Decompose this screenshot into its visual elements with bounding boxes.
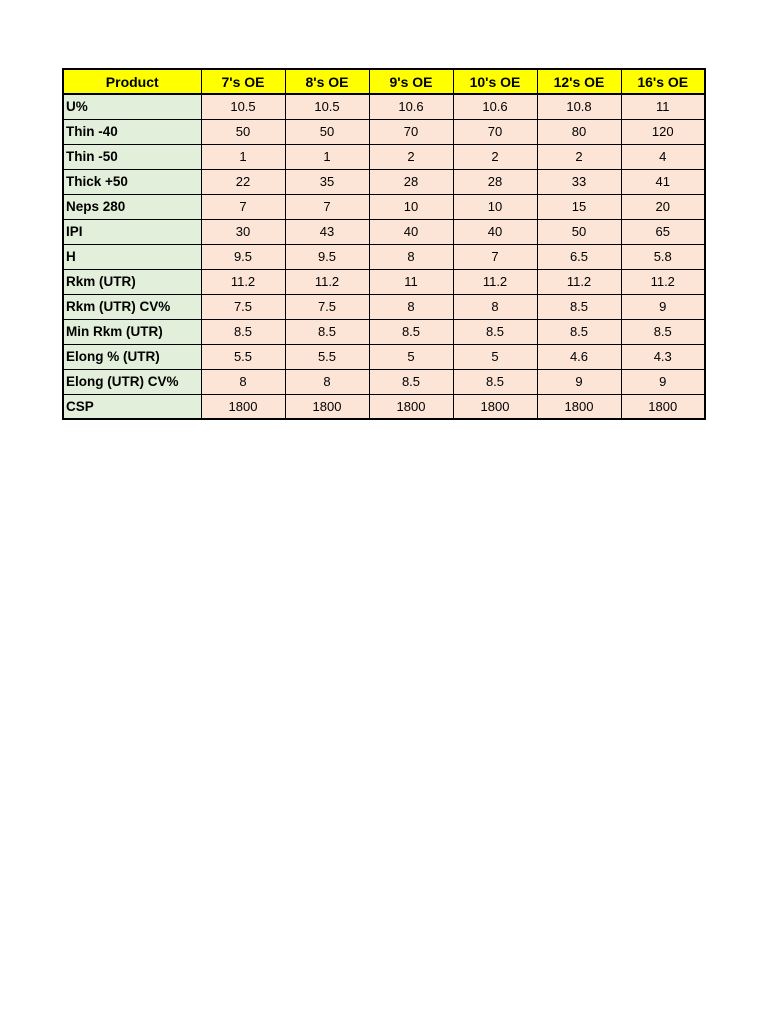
row-label: Thick +50 [63,169,201,194]
table-cell: 9 [621,294,705,319]
table-cell: 8.5 [369,369,453,394]
table-cell: 28 [453,169,537,194]
table-cell: 8 [453,294,537,319]
table-cell: 1800 [453,394,537,419]
table-cell: 9.5 [285,244,369,269]
table-cell: 8.5 [453,369,537,394]
table-cell: 20 [621,194,705,219]
table-cell: 4.3 [621,344,705,369]
row-label: Rkm (UTR) [63,269,201,294]
table-cell: 1800 [621,394,705,419]
table-cell: 7 [285,194,369,219]
table-cell: 10 [453,194,537,219]
table-row [63,369,705,394]
row-label: U% [63,94,201,119]
table-cell: 1800 [201,394,285,419]
header-product: Product [63,69,201,94]
table-cell: 8.5 [537,294,621,319]
table-row [63,119,705,144]
table-cell: 8 [369,294,453,319]
table-cell: 1 [285,144,369,169]
table-cell: 11.2 [201,269,285,294]
table-cell: 5.5 [201,344,285,369]
table-cell: 11.2 [285,269,369,294]
table-cell: 2 [453,144,537,169]
table-cell: 40 [453,219,537,244]
table-cell: 11.2 [453,269,537,294]
table-cell: 8.5 [453,319,537,344]
spec-table [62,68,706,420]
table-cell: 35 [285,169,369,194]
table-cell: 9 [621,369,705,394]
table-cell: 70 [369,119,453,144]
table-cell: 33 [537,169,621,194]
table-cell: 7.5 [285,294,369,319]
table-cell: 4.6 [537,344,621,369]
table-cell: 10 [369,194,453,219]
table-cell: 30 [201,219,285,244]
table-cell: 1800 [285,394,369,419]
table-row [63,169,705,194]
table-cell: 28 [369,169,453,194]
table-row [63,194,705,219]
table-cell: 10.5 [201,94,285,119]
table-cell: 8 [201,369,285,394]
table-cell: 5 [453,344,537,369]
table-cell: 2 [537,144,621,169]
table-cell: 8.5 [537,319,621,344]
row-label: Elong % (UTR) [63,344,201,369]
table-cell: 70 [453,119,537,144]
header-count-10: 10's OE [453,69,537,94]
table-cell: 10.6 [453,94,537,119]
header-count-7: 7's OE [201,69,285,94]
table-cell: 5.5 [285,344,369,369]
table-cell: 50 [201,119,285,144]
row-label: Neps 280 [63,194,201,219]
table-cell: 7 [201,194,285,219]
row-label: CSP [63,394,201,419]
table-cell: 80 [537,119,621,144]
table-cell: 50 [285,119,369,144]
table-cell: 8.5 [285,319,369,344]
table-cell: 8.5 [369,319,453,344]
table-row [63,344,705,369]
table-cell: 4 [621,144,705,169]
table-cell: 15 [537,194,621,219]
table-row [63,269,705,294]
table-cell: 8.5 [201,319,285,344]
table-row [63,144,705,169]
row-label: Thin -40 [63,119,201,144]
table-cell: 11 [621,94,705,119]
row-label: Min Rkm (UTR) [63,319,201,344]
row-label: Rkm (UTR) CV% [63,294,201,319]
table-cell: 1800 [537,394,621,419]
table-row [63,244,705,269]
table-cell: 11 [369,269,453,294]
table-row [63,394,705,419]
table-cell: 40 [369,219,453,244]
table-cell: 5.8 [621,244,705,269]
table-cell: 9 [537,369,621,394]
table-cell: 11.2 [537,269,621,294]
table-cell: 7.5 [201,294,285,319]
table-cell: 9.5 [201,244,285,269]
header-count-12: 12's OE [537,69,621,94]
table-row [63,219,705,244]
table-row [63,319,705,344]
table-cell: 10.5 [285,94,369,119]
table-cell: 2 [369,144,453,169]
row-label: Thin -50 [63,144,201,169]
table-cell: 41 [621,169,705,194]
table-cell: 10.8 [537,94,621,119]
row-label: Elong (UTR) CV% [63,369,201,394]
table-cell: 8.5 [621,319,705,344]
table-cell: 5 [369,344,453,369]
table-cell: 65 [621,219,705,244]
table-row [63,94,705,119]
row-label: H [63,244,201,269]
table-cell: 120 [621,119,705,144]
header-count-16: 16's OE [621,69,705,94]
header-row [63,69,705,94]
header-count-8: 8's OE [285,69,369,94]
table-cell: 1800 [369,394,453,419]
table-cell: 43 [285,219,369,244]
table-cell: 6.5 [537,244,621,269]
table-cell: 8 [285,369,369,394]
row-label: IPI [63,219,201,244]
table-row [63,294,705,319]
table-cell: 50 [537,219,621,244]
table-cell: 1 [201,144,285,169]
table-cell: 11.2 [621,269,705,294]
header-count-9: 9's OE [369,69,453,94]
table-cell: 7 [453,244,537,269]
table-cell: 8 [369,244,453,269]
table-cell: 22 [201,169,285,194]
table-cell: 10.6 [369,94,453,119]
